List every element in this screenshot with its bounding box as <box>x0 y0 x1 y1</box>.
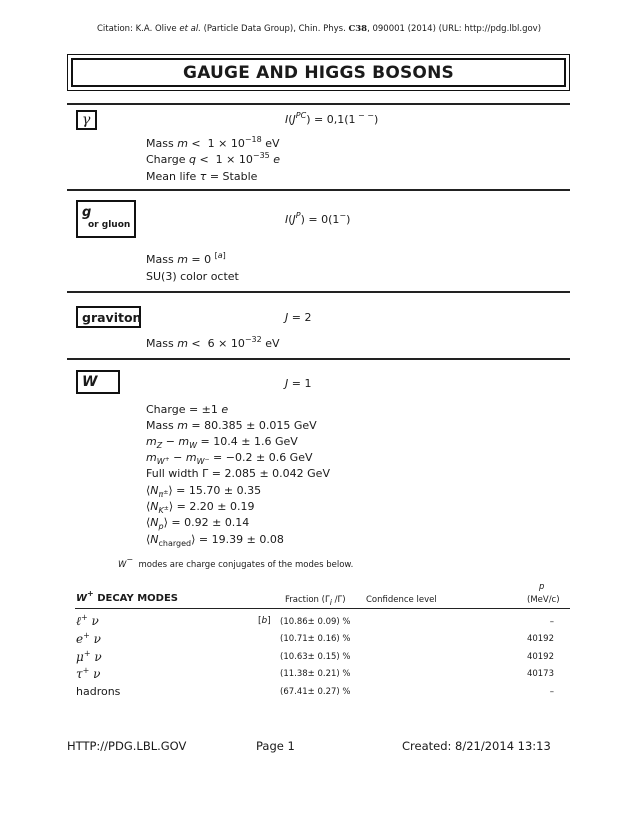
w-full-width: Full width Γ = 2.085 ± 0.042 GeV <box>146 467 330 480</box>
w-mass: Mass m = 80.385 ± 0.015 GeV <box>146 419 317 432</box>
table-row: μ+ ν <box>76 649 102 664</box>
photon-mean-life: Mean life τ = Stable <box>146 170 258 183</box>
row-fraction: (67.41± 0.27) % <box>280 687 351 697</box>
table-row: e+ ν <box>76 631 101 646</box>
row-p: 40192 <box>526 634 554 644</box>
photon-quantum-numbers: $I(J^{PC}) = 0,1(1$ − −) <box>285 111 379 126</box>
row-fraction: (10.86± 0.09) % <box>280 617 351 627</box>
section-divider <box>67 103 570 105</box>
w-mass-difference-charge: $m_{W^+} - m_{W^-} = -0.2 \pm 0.6$ GeV <box>146 451 313 466</box>
section-divider <box>67 189 570 191</box>
citation: Citation: K.A. Olive et al. (Particle Data Group), Chin. Phys. C38, 090001 (2014) (URL: http://pdg.lbl.gov) <box>96 24 542 34</box>
section-divider <box>67 291 570 293</box>
w-conjugate-note: W− modes are charge conjugates of the modes below. <box>118 555 354 570</box>
photon-symbol-box: γ <box>76 110 97 130</box>
w-n-charged: $⟨N_{charged}⟩ = 19.39 \pm 0.08$ <box>146 533 284 548</box>
w-mass-difference-z: $m_Z - m_W = 10.4 \pm 1.6$ GeV <box>146 435 298 450</box>
row-p: – <box>549 617 554 627</box>
w-n-proton: $⟨N_p⟩ = 0.92 \pm 0.14$ <box>146 516 250 531</box>
gluon-symbol-box: g or gluon <box>76 200 136 238</box>
row-fraction: (10.63± 0.15) % <box>280 652 351 662</box>
footer-created: Created: 8/21/2014 13:13 <box>402 739 551 753</box>
row-fraction: (10.71± 0.16) % <box>280 634 351 644</box>
graviton-quantum-numbers: J = 2 <box>285 311 312 324</box>
footer-page: Page 1 <box>256 739 295 753</box>
table-row: τ+ ν <box>76 666 101 681</box>
row-note: [b] <box>258 616 271 626</box>
table-row: hadrons <box>76 685 121 698</box>
table-row: ℓ+ ν <box>76 613 99 628</box>
w-quantum-numbers: J = 1 <box>285 377 312 390</box>
photon-mass: Mass $m < 1 \times 10^{-18}$ eV <box>146 135 280 150</box>
col-p-unit: (MeV/c) <box>527 595 560 605</box>
decay-modes-heading: W+ DECAY MODES <box>76 589 178 604</box>
gluon-color: SU(3) color octet <box>146 270 239 283</box>
section-divider <box>67 358 570 360</box>
col-fraction: Fraction ($\Gamma_i$ /Γ) <box>285 595 346 607</box>
page-title-frame <box>67 54 570 91</box>
footer-url[interactable]: HTTP://PDG.LBL.GOV <box>67 739 187 753</box>
photon-charge: Charge $q < 1 \times 10^{-35}$ e <box>146 151 281 166</box>
row-p: – <box>549 687 554 697</box>
w-charge: Charge = ±1 e <box>146 403 229 416</box>
row-fraction: (11.38± 0.21) % <box>280 669 351 679</box>
w-n-pion: $⟨N_{\pi^\pm}⟩ = 15.70 \pm 0.35$ <box>146 484 262 499</box>
col-confidence: Confidence level <box>366 595 437 605</box>
gluon-quantum-numbers: $I(J^P) = 0(1^-)$ <box>285 211 351 226</box>
w-n-kaon: $⟨N_{K^\pm}⟩ = 2.20 \pm 0.19$ <box>146 500 255 515</box>
row-p: 40173 <box>526 669 554 679</box>
graviton-symbol-box: graviton <box>76 306 141 328</box>
gluon-mass: Mass m = 0 [a] <box>146 251 226 266</box>
graviton-mass: Mass $m < 6 \times 10^{-32}$ eV <box>146 335 280 350</box>
page-title: GAUGE AND HIGGS BOSONS <box>183 62 454 83</box>
w-symbol-box: W <box>76 370 120 394</box>
col-p-symbol: p <box>539 582 545 592</box>
row-p: 40192 <box>526 652 554 662</box>
table-rule <box>75 608 570 609</box>
